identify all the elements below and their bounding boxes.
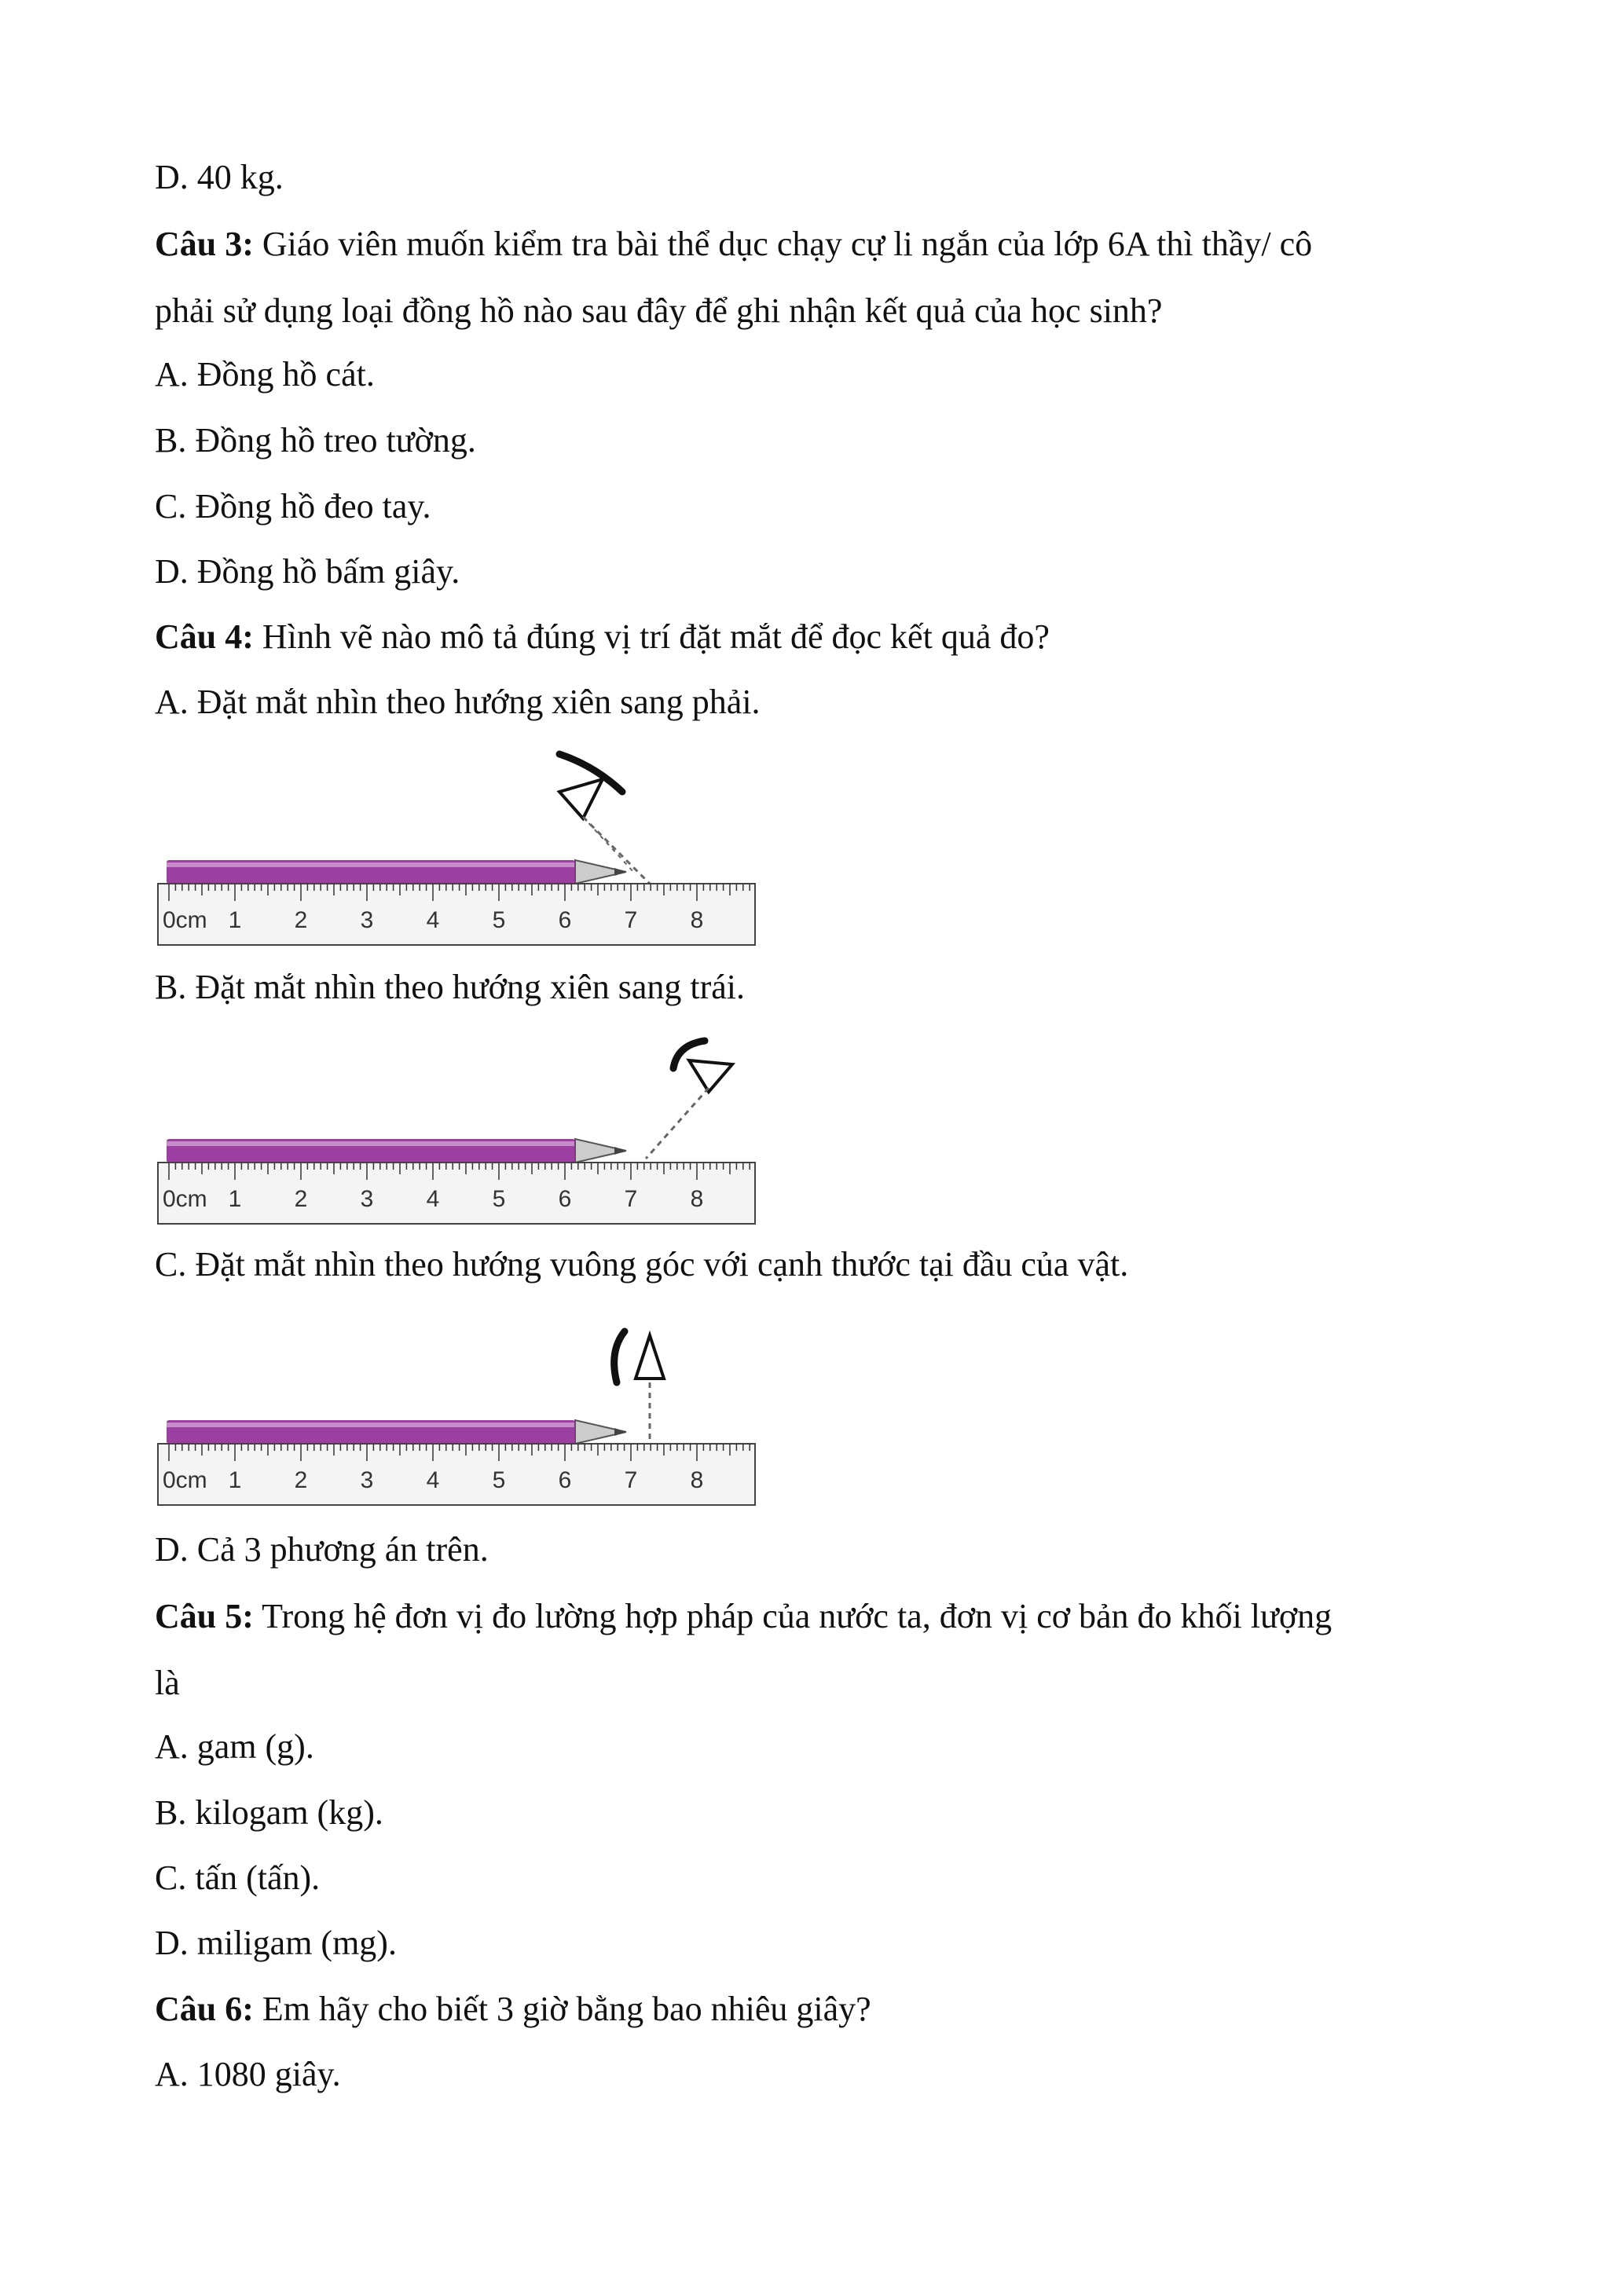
ruler-label: 5: [492, 1186, 506, 1212]
ruler-label: 4: [426, 1186, 440, 1212]
figure-ruler-a: [155, 746, 768, 950]
ruler-label: 8: [690, 1186, 704, 1212]
question-4-text: Hình vẽ nào mô tả đúng vị trí đặt mắt để đọc kết quả đo?: [253, 617, 1050, 656]
ruler-label: 0cm: [163, 1467, 207, 1493]
ruler-figure-c-svg: [155, 1308, 768, 1512]
ruler-label: 1: [228, 907, 242, 933]
question-6: [155, 1987, 871, 2031]
question-3-option-a: A. Đồng hồ cát.: [155, 355, 375, 394]
question-3-option-c: C. Đồng hồ đeo tay.: [155, 487, 431, 525]
pencil-lead: [614, 868, 626, 876]
question-5-option-b: B. kilogam (kg).: [155, 1793, 383, 1832]
ruler-body: [158, 1163, 755, 1224]
ruler-label: 3: [360, 907, 374, 933]
question-6-label: Câu 6:: [155, 1990, 254, 2028]
question-4-label: Câu 4:: [155, 617, 254, 656]
sight-line: [583, 817, 658, 892]
ruler-body: [158, 1444, 755, 1505]
question-3-option-b: B. Đồng hồ treo tường.: [155, 421, 476, 460]
option-d-prev: D. 40 kg.: [155, 158, 284, 196]
pencil-lead: [614, 1147, 626, 1155]
pencil-highlight: [167, 862, 575, 867]
question-4-option-a: A. Đặt mắt nhìn theo hướng xiên sang phải.: [155, 683, 761, 721]
question-5-option-a: A. gam (g).: [155, 1727, 314, 1766]
question-3-label: Câu 3:: [155, 225, 254, 263]
ruler-label: 7: [624, 907, 638, 933]
ruler-figure-b-svg: [155, 1029, 768, 1225]
eyebrow-icon: [673, 1041, 705, 1068]
ruler-figure-a-svg: [155, 746, 768, 950]
question-3-option-d: D. Đồng hồ bấm giây.: [155, 552, 460, 591]
question-4: [155, 615, 1050, 659]
ruler-body: [158, 884, 755, 945]
question-3-text-cont: phải sử dụng loại đồng hồ nào sau đây để ghi nhận kết quả của học sinh?: [155, 291, 1163, 330]
question-5-text: Trong hệ đơn vị đo lường hợp pháp của nước ta, đơn vị cơ bản đo khối lượng: [253, 1597, 1333, 1635]
ruler-label: 1: [228, 1186, 242, 1212]
ruler-label: 3: [360, 1186, 374, 1212]
question-3: [155, 222, 1312, 266]
ruler-label: 2: [294, 907, 308, 933]
pencil-lead: [614, 1428, 626, 1436]
sight-line: [646, 1088, 709, 1159]
ruler-label: 0cm: [163, 907, 207, 933]
ruler-label: 8: [690, 1467, 704, 1493]
ruler-label: 4: [426, 907, 440, 933]
ruler-label: 2: [294, 1186, 308, 1212]
ruler-label: 2: [294, 1467, 308, 1493]
ruler-label: 6: [558, 1467, 572, 1493]
ruler-label: 8: [690, 907, 704, 933]
ruler-label: 5: [492, 1467, 506, 1493]
question-5-option-c: C. tấn (tấn).: [155, 1858, 321, 1897]
ruler-label: 6: [558, 907, 572, 933]
ruler-label: 6: [558, 1186, 572, 1212]
question-6-option-a: A. 1080 giây.: [155, 2055, 341, 2093]
eyebrow-icon: [559, 754, 622, 792]
pencil-highlight: [167, 1141, 575, 1146]
ruler-label: 4: [426, 1467, 440, 1493]
question-5-text-cont: là: [155, 1664, 180, 1702]
question-4-option-c: C. Đặt mắt nhìn theo hướng vuông góc với cạnh thước tại đầu của vật.: [155, 1245, 1129, 1283]
question-5-option-d: D. miligam (mg).: [155, 1924, 397, 1962]
ruler-label: 1: [228, 1467, 242, 1493]
question-5: [155, 1595, 1332, 1639]
figure-ruler-c: [155, 1308, 768, 1512]
eyebrow-icon: [614, 1331, 625, 1382]
question-4-option-b: B. Đặt mắt nhìn theo hướng xiên sang trái.: [155, 968, 745, 1006]
eye-icon: [559, 779, 603, 818]
ruler-label: 3: [360, 1467, 374, 1493]
ruler-label: 5: [492, 907, 506, 933]
pencil-highlight: [167, 1423, 575, 1427]
question-4-option-d: D. Cả 3 phương án trên.: [155, 1530, 489, 1569]
eye-icon: [689, 1060, 732, 1092]
eye-icon: [636, 1335, 664, 1379]
figure-ruler-b: [155, 1029, 768, 1225]
question-5-label: Câu 5:: [155, 1597, 254, 1635]
question-6-text: Em hãy cho biết 3 giờ bằng bao nhiêu giây?: [253, 1990, 871, 2028]
ruler-label: 0cm: [163, 1186, 207, 1212]
ruler-label: 7: [624, 1186, 638, 1212]
question-3-text: Giáo viên muốn kiểm tra bài thể dục chạy cự li ngắn của lớp 6A thì thầy/ cô: [253, 225, 1313, 263]
ruler-label: 7: [624, 1467, 638, 1493]
